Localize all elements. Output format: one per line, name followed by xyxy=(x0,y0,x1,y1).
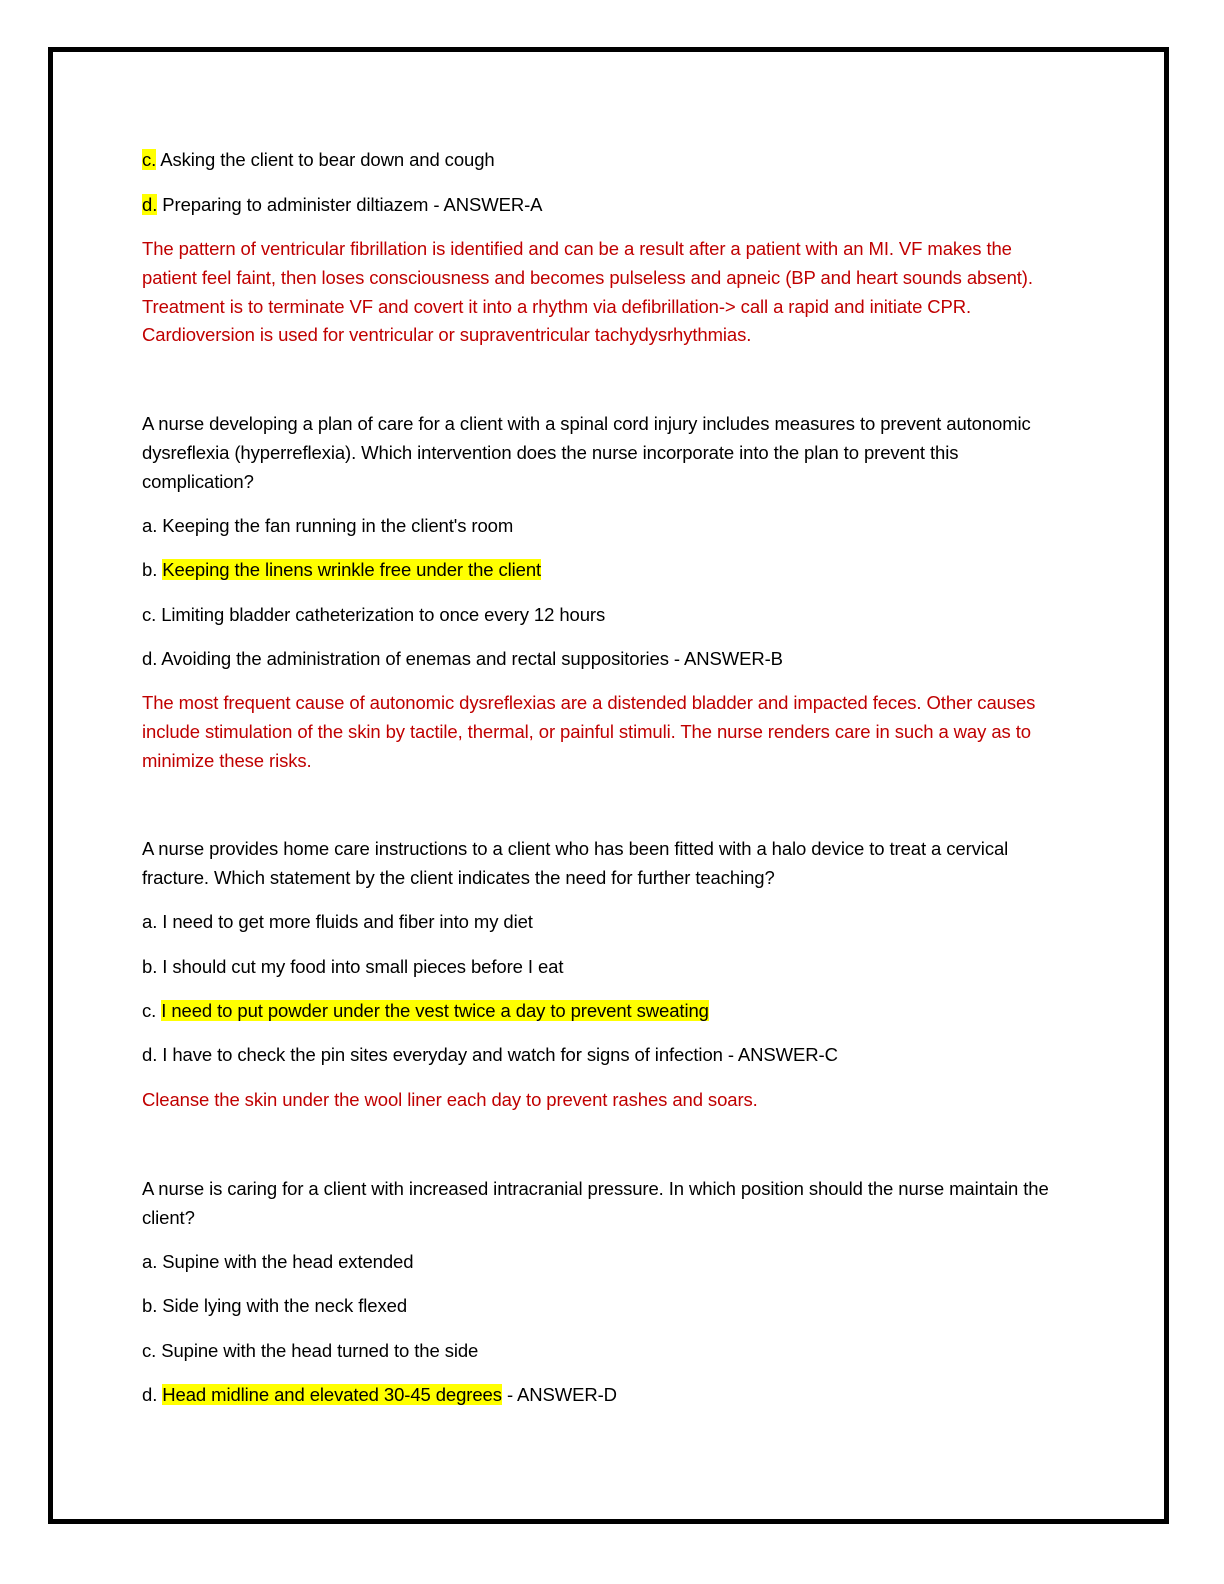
highlighted-answer: Keeping the linens wrinkle free under the client xyxy=(162,559,542,580)
block3-option-b: b. I should cut my food into small pieces before I eat xyxy=(142,956,564,977)
block2-option-b xyxy=(142,556,541,585)
highlighted-answer: Head midline and elevated 30-45 degrees xyxy=(162,1384,502,1405)
highlight-letter-c: c. xyxy=(142,149,157,170)
block4-option-d xyxy=(142,1381,617,1410)
block2-option-a: a. Keeping the fan running in the client's room xyxy=(142,515,514,536)
block2-option-d: d. Avoiding the administration of enemas and rectal suppositories - ANSWER-B xyxy=(142,648,783,669)
option-text: Preparing to administer diltiazem - ANSWER-A xyxy=(157,194,543,215)
block3-option-a: a. I need to get more fluids and fiber into my diet xyxy=(142,911,533,932)
answer-suffix: - ANSWER-D xyxy=(501,1384,617,1405)
option-prefix: d. xyxy=(142,1384,163,1405)
block4-question: A nurse is caring for a client with increased intracranial pressure. In which position should the nurse maintain the client? xyxy=(142,1178,1049,1228)
block3-explanation: Cleanse the skin under the wool liner each day to prevent rashes and soars. xyxy=(142,1089,758,1110)
option-prefix: b. xyxy=(142,559,163,580)
highlighted-answer: I need to put powder under the vest twice a day to prevent sweating xyxy=(161,1000,709,1021)
block3-option-c xyxy=(142,997,709,1026)
option-text: Asking the client to bear down and cough xyxy=(156,149,495,170)
block2-question: A nurse developing a plan of care for a client with a spinal cord injury includes measures to prevent autonomic dysreflexia (hyperreflexia). Which intervention does the nurse incorporate into the plan to prevent this complication? xyxy=(142,413,1031,492)
block4-option-b: b. Side lying with the neck flexed xyxy=(142,1295,408,1316)
block4-option-c: c. Supine with the head turned to the side xyxy=(142,1340,479,1361)
block1-option-d xyxy=(142,191,542,220)
option-prefix: c. xyxy=(142,1000,162,1021)
highlight-letter-d: d. xyxy=(142,194,158,215)
block2-explanation: The most frequent cause of autonomic dysreflexias are a distended bladder and impacted feces. Other causes include stimulation of the skin by tactile, thermal, or painful stimuli. The nurse renders care in such a way as to minimize these risks. xyxy=(142,692,1036,771)
block3-question: A nurse provides home care instructions to a client who has been fitted with a halo device to treat a cervical fracture. Which statement by the client indicates the need for further teaching? xyxy=(142,838,1009,888)
block4-option-a: a. Supine with the head extended xyxy=(142,1251,414,1272)
block2-option-c: c. Limiting bladder catheterization to once every 12 hours xyxy=(142,604,606,625)
block1-option-c xyxy=(142,146,495,175)
block1-explanation: The pattern of ventricular fibrillation is identified and can be a result after a patient with an MI. VF makes the patient feel faint, then loses consciousness and becomes pulseless and apneic (BP and heart sounds absent). Treatment is to terminate VF and covert it into a rhythm via defibrillation-> call a rapid and initiate CPR. Cardioversion is used for ventricular or supraventricular tachydysrhythmias. xyxy=(142,238,1033,346)
block3-option-d: d. I have to check the pin sites everyday and watch for signs of infection - ANSWER-C xyxy=(142,1044,838,1065)
